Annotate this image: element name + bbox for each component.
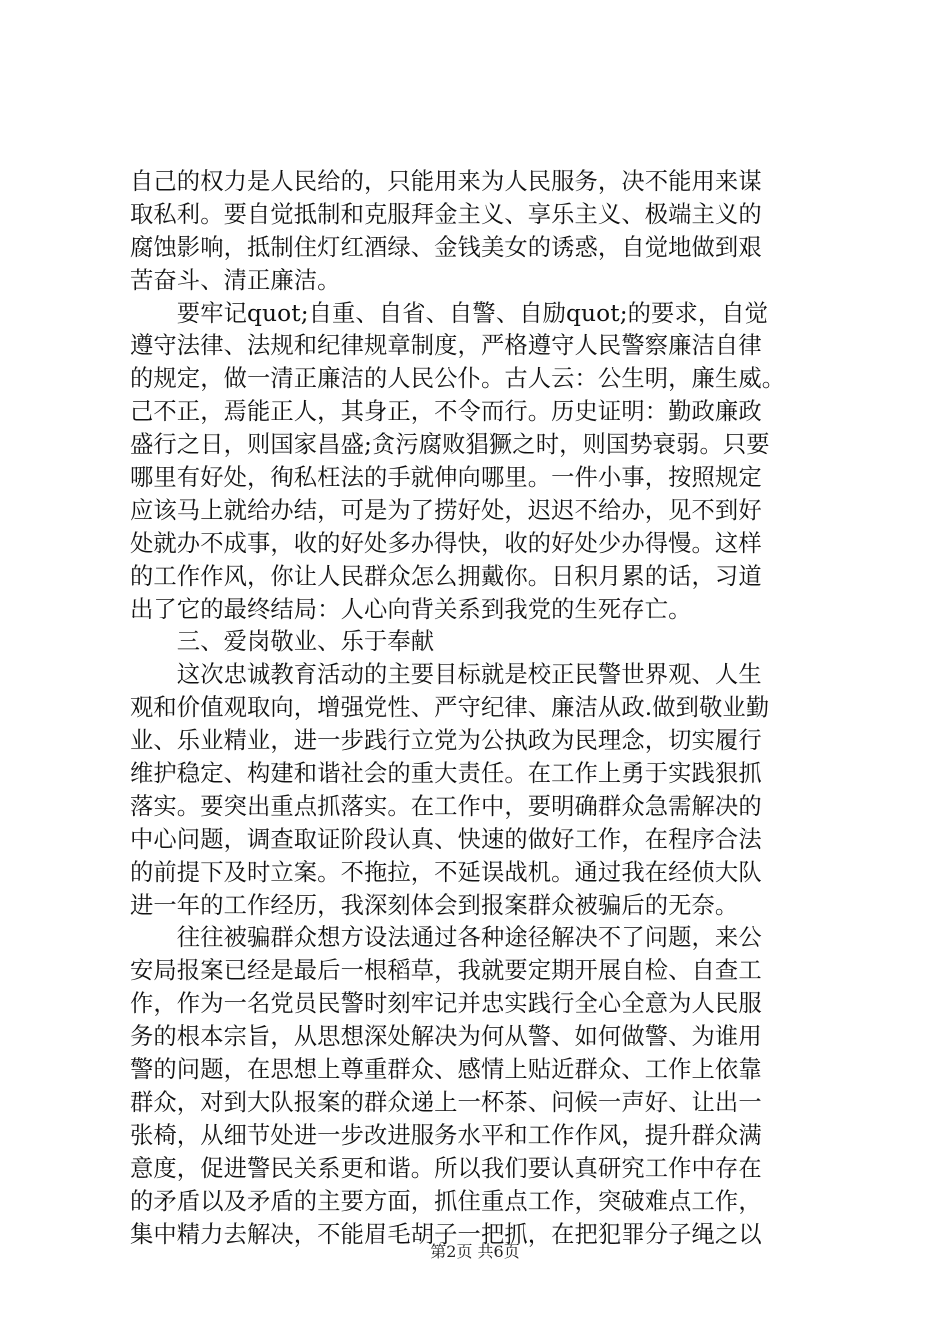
- text-line: 往往被骗群众想方设法通过各种途径解决不了问题，来公: [130, 924, 762, 952]
- text-line: 业、乐业精业，进一步践行立党为公执政为民理念，切实履行: [130, 727, 762, 755]
- text-line: 应该马上就给办结，可是为了捞好处，迟迟不给办，见不到好: [130, 496, 762, 524]
- text-line: 这次忠诚教育活动的主要目标就是校正民警世界观、人生: [130, 661, 762, 689]
- text-line: 中心问题，调查取证阶段认真、快速的做好工作，在程序合法: [130, 825, 762, 853]
- text-line: 盛行之日，则国家昌盛;贪污腐败猖獗之时，则国势衰弱。只要: [130, 431, 770, 459]
- section-heading: 三、爱岗敬业、乐于奉献: [130, 628, 435, 656]
- text-line: 意度，促进警民关系更和谐。所以我们要认真研究工作中存在: [130, 1154, 762, 1182]
- text-line: 集中精力去解决，不能眉毛胡子一把抓，在把犯罪分子绳之以: [130, 1220, 762, 1248]
- text-line: 进一年的工作经历，我深刻体会到报案群众被骗后的无奈。: [130, 891, 739, 919]
- text-line: 苦奋斗、清正廉洁。: [130, 266, 341, 294]
- text-line: 取私利。要自觉抵制和克服拜金主义、享乐主义、极端主义的: [130, 200, 762, 228]
- text-line: 安局报案已经是最后一根稻草，我就要定期开展自检、自查工: [130, 957, 762, 985]
- page-footer: 第2页 共6页: [430, 1242, 520, 1261]
- text-line: 的前提下及时立案。不拖拉，不延误战机。通过我在经侦大队: [130, 858, 762, 886]
- text-line: 哪里有好处，徇私枉法的手就伸向哪里。一件小事，按照规定: [130, 464, 762, 492]
- text-line: 腐蚀影响，抵制住灯红酒绿、金钱美女的诱惑，自觉地做到艰: [130, 233, 762, 261]
- text-line: 的矛盾以及矛盾的主要方面，抓住重点工作，突破难点工作，: [130, 1187, 762, 1215]
- text-line: 张椅，从细节处进一步改进服务水平和工作作风，提升群众满: [130, 1121, 762, 1149]
- text-line: 遵守法律、法规和纪律规章制度，严格遵守人民警察廉洁自律: [130, 332, 762, 360]
- text-line: 要牢记quot;自重、自省、自警、自励quot;的要求，自觉: [130, 299, 769, 327]
- text-line: 观和价值观取向，增强党性、严守纪律、廉洁从政.做到敬业勤: [130, 694, 770, 722]
- text-line: 作，作为一名党员民警时刻牢记并忠实践行全心全意为人民服: [130, 990, 762, 1018]
- text-line: 落实。要突出重点抓落实。在工作中，要明确群众急需解决的: [130, 792, 762, 820]
- text-line: 的规定，做一清正廉洁的人民公仆。古人云：公生明，廉生威。: [130, 365, 786, 393]
- text-line: 处就办不成事，收的好处多办得快，收的好处少办得慢。这样: [130, 529, 762, 557]
- text-line: 自己的权力是人民给的，只能用来为人民服务，决不能用来谋: [130, 168, 762, 195]
- text-line: 的工作作风，你让人民群众怎么拥戴你。日积月累的话，习道: [130, 562, 762, 590]
- text-line: 维护稳定、构建和谐社会的重大责任。在工作上勇于实践狠抓: [130, 760, 762, 788]
- text-line: 务的根本宗旨，从思想深处解决为何从警、如何做警、为谁用: [130, 1023, 762, 1051]
- text-line: 出了它的最终结局：人心向背关系到我党的生死存亡。: [130, 595, 692, 623]
- text-line: 群众，对到大队报案的群众递上一杯茶、问候一声好、让出一: [130, 1088, 762, 1116]
- text-line: 警的问题，在思想上尊重群众、感情上贴近群众、工作上依靠: [130, 1056, 762, 1084]
- text-line: 己不正，焉能正人，其身正，不令而行。历史证明：勤政廉政: [130, 398, 762, 426]
- document-body: [130, 166, 830, 1251]
